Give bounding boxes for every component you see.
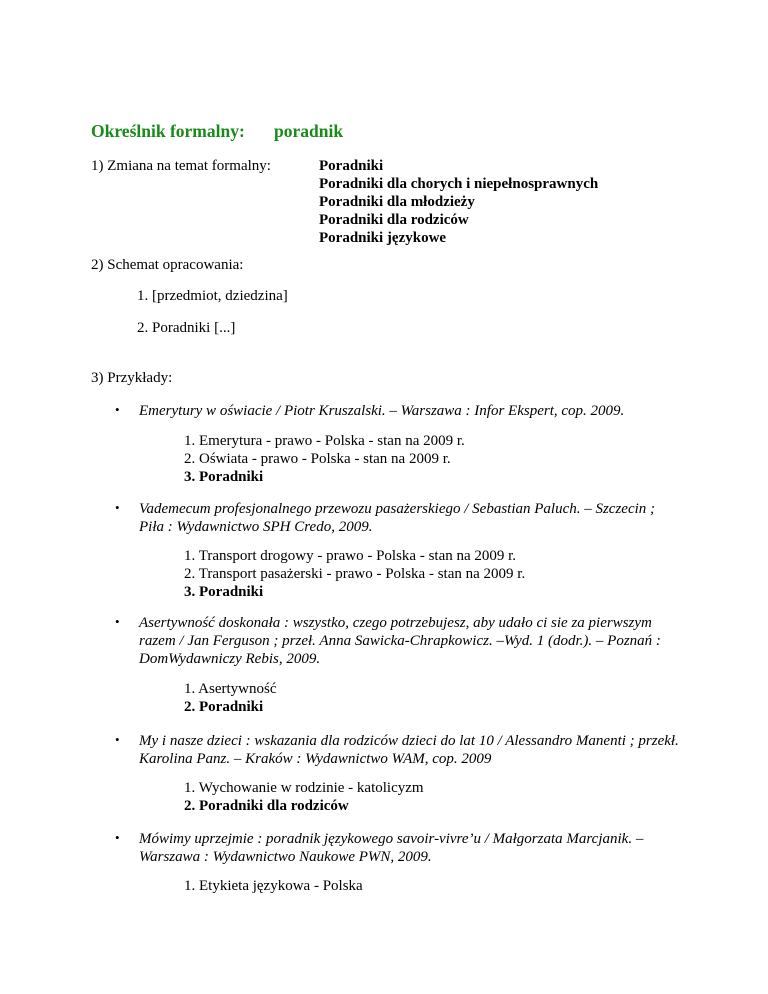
subject-heading: 2. Poradniki dla rodziców: [184, 798, 349, 814]
subject-heading: 3. Poradniki: [184, 469, 264, 485]
section2-label: 2) Schemat opracowania:: [91, 257, 244, 273]
section1-label: 1) Zmiana na temat formalny:: [91, 158, 271, 174]
subject-list: [184, 779, 424, 815]
title-label: Określnik formalny:: [91, 121, 245, 141]
example-description: Asertywność doskonała : wszystko, czego potrzebujesz, aby udało ci sie za pierwszym razem / Jan Ferguson ; przeł. Anna Sawicka-Chrapkowicz. –Wyd. 1 (dodr.). – Poznań : DomWydawniczy Rebis, 2009.: [139, 615, 661, 667]
section3-label: 3) Przykłady:: [91, 370, 173, 386]
term-item: Poradniki: [319, 158, 384, 174]
schema-item: 2. Poradniki [...]: [137, 320, 236, 336]
subject-heading: 2. Poradniki: [184, 699, 264, 715]
term-list: [319, 157, 598, 247]
term-item: Poradniki dla rodziców: [319, 212, 469, 228]
subject-list: [184, 547, 525, 601]
subject-list: [184, 432, 465, 486]
schema-item: 1. [przedmiot, dziedzina]: [137, 288, 288, 304]
bullet-marker: •: [115, 500, 120, 515]
subject-heading: 3. Poradniki: [184, 584, 264, 600]
subject-heading: 1. Wychowanie w rodzinie - katolicyzm: [184, 780, 424, 796]
title-value: poradnik: [274, 121, 344, 141]
example-description: Vademecum profesjonalnego przewozu pasażerskiego / Sebastian Paluch. – Szczecin ; Piła : Wydawnictwo SPH Credo, 2009.: [139, 501, 656, 535]
subject-list: [184, 680, 277, 716]
example-description: My i nasze dzieci : wskazania dla rodziców dzieci do lat 10 / Alessandro Manenti ; przekł. Karolina Panz. – Kraków : Wydawnictwo WAM, cop. 2009: [139, 733, 679, 767]
example-description: Emerytury w oświacie / Piotr Kruszalski. – Warszawa : Infor Ekspert, cop. 2009.: [139, 403, 625, 419]
subject-heading: 1. Transport drogowy - prawo - Polska - stan na 2009 r.: [184, 548, 517, 564]
bullet-marker: •: [115, 614, 120, 629]
subject-heading: 1. Asertywność: [184, 681, 277, 697]
term-item: Poradniki dla młodzieży: [319, 194, 475, 210]
subject-heading: 2. Transport pasażerski - prawo - Polska - stan na 2009 r.: [184, 566, 526, 582]
subject-heading: 1. Etykieta językowa - Polska: [184, 878, 363, 894]
bullet-marker: •: [115, 402, 120, 417]
term-item: Poradniki językowe: [319, 230, 447, 246]
term-item: Poradniki dla chorych i niepełnosprawnych: [319, 176, 599, 192]
subject-heading: 1. Emerytura - prawo - Polska - stan na 2009 r.: [184, 433, 465, 449]
example-description: Mówimy uprzejmie : poradnik językowego savoir-vivre’u / Małgorzata Marcjanik. – Warszawa : Wydawnictwo Naukowe PWN, 2009.: [139, 831, 644, 865]
subject-heading: 2. Oświata - prawo - Polska - stan na 2009 r.: [184, 451, 451, 467]
subject-list: [184, 877, 363, 895]
bullet-marker: •: [115, 830, 120, 845]
bullet-marker: •: [115, 732, 120, 747]
